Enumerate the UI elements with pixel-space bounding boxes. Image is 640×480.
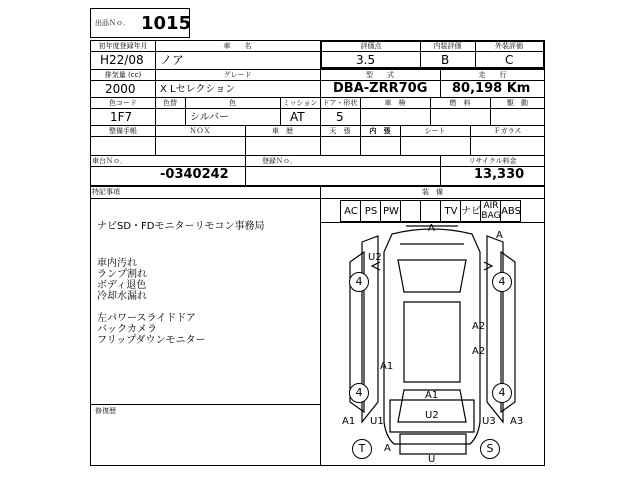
mileage-label: 走 行 xyxy=(478,71,507,79)
registration-label: 登録Ｎｏ． xyxy=(262,157,297,165)
equipment-cell xyxy=(420,200,441,222)
damage-u2-center: U2 xyxy=(425,410,439,421)
equipment-cell xyxy=(360,200,381,222)
damage-a-bottom: A xyxy=(384,443,391,454)
damage-front-right-a: A xyxy=(496,230,503,241)
drive-label: 駆 動 xyxy=(507,99,528,107)
car-diagram xyxy=(320,222,545,466)
equipment-label: PW xyxy=(383,206,399,217)
fuel-label: 燃 料 xyxy=(449,99,471,107)
score-value: 3.5 xyxy=(356,53,376,67)
mission-value: AT xyxy=(290,110,305,124)
color-value: シルバー xyxy=(190,112,230,123)
displacement-value: 2000 xyxy=(105,82,136,96)
repair-history-label: 修復歴 xyxy=(95,407,116,415)
lot-number-box xyxy=(90,8,190,38)
year-label: 初年度登録年月 xyxy=(98,42,148,50)
damage-front-a: A xyxy=(428,223,435,234)
mileage-value: 80,198 Km xyxy=(452,81,531,96)
grade-label: グレード xyxy=(223,71,252,79)
inspection-label: 車 検 xyxy=(384,99,406,107)
door-value: 5 xyxy=(336,110,344,124)
door-label: ドア・形状 xyxy=(322,99,358,107)
equipment-cell xyxy=(480,200,501,222)
lot-number-value: 1015 xyxy=(141,13,192,34)
damage-a1-left: A1 xyxy=(380,361,394,372)
damage-u2-top: U2 xyxy=(368,252,382,263)
equipment-label: ナビ xyxy=(461,206,481,217)
tire-top-left: 4 xyxy=(349,272,369,292)
equipment-header: 装 備 xyxy=(422,188,443,196)
note-line-6: 左パワースライドドア xyxy=(97,313,196,324)
model-label: 型 式 xyxy=(366,71,394,79)
equipment-label: AIR BAG xyxy=(481,201,501,221)
damage-a2-right-lower: A2 xyxy=(472,346,486,357)
grade-value: X Lセレクション xyxy=(160,84,236,95)
damage-a1-bl: A1 xyxy=(342,416,356,427)
equipment-label: TV xyxy=(444,206,458,217)
tire-bottom-left: 4 xyxy=(349,383,369,403)
note-line-5: 冷却水漏れ xyxy=(97,291,147,302)
model-value: DBA-ZRR70G xyxy=(333,81,428,96)
equipment-label: ABS xyxy=(501,206,521,217)
manual-label: 整備手帳 xyxy=(109,127,137,135)
chassis-value: -0340242 xyxy=(160,167,229,182)
tire-bottom-right: 4 xyxy=(492,383,512,403)
interior-score-value: B xyxy=(441,53,450,67)
damage-u3-br: U3 xyxy=(482,416,496,427)
displacement-label: 排気量 (cc) xyxy=(104,71,142,79)
chassis-label: 車台Ｎｏ． xyxy=(92,157,127,165)
note-line-8: フリップダウンモニター xyxy=(97,335,206,346)
color-label: 色 xyxy=(229,99,236,107)
note-line-2: 車内汚れ xyxy=(97,258,137,269)
damage-u-bottom: U xyxy=(428,454,436,465)
car-name-value: ノア xyxy=(160,53,185,67)
equipment-cell xyxy=(380,200,401,222)
note-line-7: バックカメラ xyxy=(97,324,157,335)
nox-label: ＮＯＸ xyxy=(189,127,211,135)
damage-a1-center: A1 xyxy=(425,390,439,401)
equipment-cell xyxy=(500,200,521,222)
tire-spare-t: T xyxy=(352,439,372,459)
glass-label: Ｆガラス xyxy=(493,127,522,135)
equipment-label: AC xyxy=(344,206,358,217)
note-line-3: ランプ割れ xyxy=(97,269,147,280)
notes-header: 特記事項 xyxy=(92,188,120,196)
equipment-cell xyxy=(440,200,461,222)
history-label: 車 歴 xyxy=(272,127,293,135)
equipment-cell xyxy=(340,200,361,222)
interior-score-label: 内装評価 xyxy=(433,42,462,50)
recycle-value: 13,330 xyxy=(474,167,525,182)
color-code-label: 色コード xyxy=(109,99,137,107)
note-line-4: ボディ退色 xyxy=(97,280,147,291)
lot-number-label: 出品Ｎｏ． xyxy=(95,19,130,27)
damage-a3-br: A3 xyxy=(510,416,524,427)
tire-top-right: 4 xyxy=(492,272,512,292)
damage-u1-bl: U1 xyxy=(370,416,384,427)
recycle-label: リサイクル料金 xyxy=(468,157,517,165)
tire-spare-s: S xyxy=(480,439,500,459)
roof-label: 天 張 xyxy=(329,127,351,135)
equipment-cell xyxy=(460,200,481,222)
mission-label: ミッション xyxy=(282,99,318,107)
car-name-label: 車 名 xyxy=(223,42,252,50)
color-code-value: 1F7 xyxy=(110,110,133,124)
year-value: H22/08 xyxy=(100,53,144,67)
equipment-label: PS xyxy=(364,206,378,217)
seat-label: シート xyxy=(424,127,446,135)
damage-a2-right-upper: A2 xyxy=(472,321,486,332)
score-label: 評価点 xyxy=(360,42,382,50)
interior-trim-label: 内 張 xyxy=(369,127,391,135)
note-line-1: ナビSD・FDモニターリモコン事務局 xyxy=(97,221,265,232)
exterior-score-value: C xyxy=(505,53,514,67)
equipment-cell xyxy=(400,200,421,222)
color-change-label: 色替 xyxy=(163,99,177,107)
exterior-score-label: 外装評価 xyxy=(495,42,523,50)
